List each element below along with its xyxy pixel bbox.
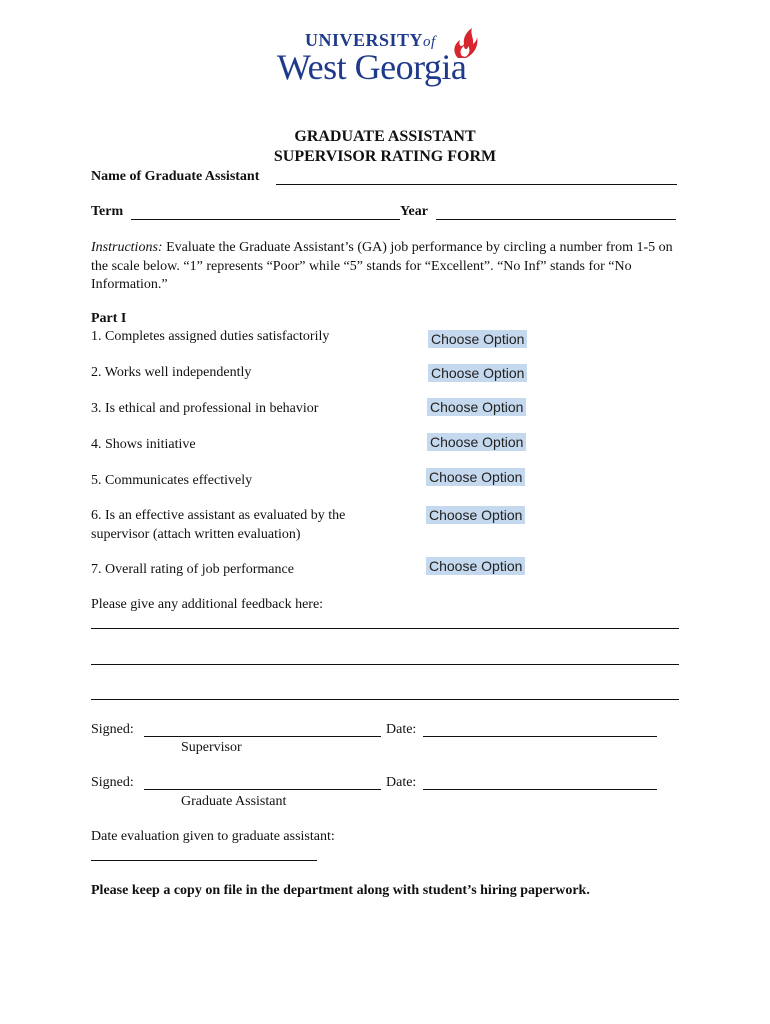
feedback-line-2[interactable]	[91, 664, 679, 665]
rating-item-7: 7. Overall rating of job performance	[91, 562, 294, 577]
supervisor-caption: Supervisor	[181, 740, 242, 755]
form-title-line2: SUPERVISOR RATING FORM	[273, 148, 497, 165]
rating-item-1: 1. Completes assigned duties satisfactorily	[91, 329, 330, 344]
supervisor-date-line[interactable]	[423, 736, 657, 737]
term-field-line[interactable]	[131, 219, 400, 220]
ga-date-line[interactable]	[423, 789, 657, 790]
rating-select-5[interactable]: Choose Option	[426, 468, 525, 486]
name-label: Name of Graduate Assistant	[91, 169, 260, 184]
part-heading: Part I	[91, 311, 127, 326]
rating-select-1[interactable]: Choose Option	[428, 330, 527, 348]
ga-signature-line[interactable]	[144, 789, 381, 790]
rating-select-6[interactable]: Choose Option	[426, 506, 525, 524]
instructions-text: Evaluate the Graduate Assistant’s (GA) job performance by circling a number from 1-5 on the scale below. “1” represents “Poor” while “5” stands for “Excellent”. “No Inf” stands for “No Information.”	[91, 240, 673, 292]
name-field-line[interactable]	[276, 184, 677, 185]
footer-note: Please keep a copy on file in the department along with student’s hiring paperwork.	[91, 883, 590, 898]
ga-caption: Graduate Assistant	[181, 794, 287, 809]
year-field-line[interactable]	[436, 219, 676, 220]
instructions-lead: Instructions:	[91, 240, 163, 255]
rating-item-2: 2. Works well independently	[91, 365, 252, 380]
rating-item-5: 5. Communicates effectively	[91, 473, 253, 488]
ga-signed-label: Signed:	[91, 775, 134, 790]
rating-select-3[interactable]: Choose Option	[427, 398, 526, 416]
feedback-line-1[interactable]	[91, 628, 679, 629]
term-label: Term	[91, 204, 124, 219]
year-label: Year	[400, 204, 428, 219]
supervisor-signature-line[interactable]	[144, 736, 381, 737]
instructions	[91, 239, 681, 295]
rating-item-3: 3. Is ethical and professional in behavior	[91, 401, 319, 416]
rating-select-4[interactable]: Choose Option	[427, 433, 526, 451]
form-title-line1: GRADUATE ASSISTANT	[294, 128, 476, 145]
date-given-label: Date evaluation given to graduate assistant:	[91, 829, 335, 844]
logo-university-text: UNIVERSITYof	[305, 30, 436, 50]
feedback-label: Please give any additional feedback here:	[91, 597, 324, 612]
rating-select-2[interactable]: Choose Option	[428, 364, 527, 382]
feedback-line-3[interactable]	[91, 699, 679, 700]
supervisor-date-label: Date:	[386, 722, 417, 737]
supervisor-signed-label: Signed:	[91, 722, 134, 737]
logo-west-georgia: West Georgia	[277, 47, 467, 87]
ga-date-label: Date:	[386, 775, 417, 790]
rating-item-4: 4. Shows initiative	[91, 437, 196, 452]
logo-of-text: of	[423, 34, 436, 50]
rating-select-7[interactable]: Choose Option	[426, 557, 525, 575]
rating-item-6: 6. Is an effective assistant as evaluated by the supervisor (attach written evaluation)	[91, 508, 346, 542]
date-given-line[interactable]	[91, 860, 317, 861]
